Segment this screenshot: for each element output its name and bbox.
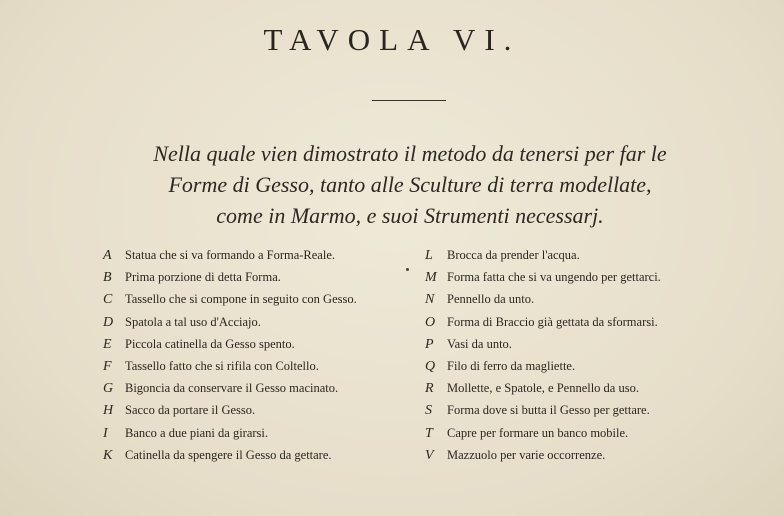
- legend-letter: G: [103, 381, 114, 397]
- legend-item: [103, 248, 403, 270]
- legend-letter: A: [103, 248, 112, 263]
- description-line-3: come in Marmo, e suoi Strumenti necessarj.: [216, 203, 604, 228]
- description-line-2: Forme di Gesso, tanto alle Sculture di terra modellate,: [168, 172, 652, 197]
- title-divider: [372, 100, 446, 101]
- legend-text: Statua che si va formando a Forma-Reale.: [125, 248, 335, 262]
- legend-text: Catinella da spengere il Gesso da gettare.: [125, 447, 332, 462]
- legend-text: Pennello da unto.: [447, 292, 535, 307]
- legend-letter: R: [425, 381, 434, 397]
- legend-item: [425, 248, 725, 270]
- legend-letter: Q: [425, 358, 436, 374]
- legend-text: Tassello fatto che si rifila con Coltello.: [125, 358, 319, 373]
- legend-item: [103, 426, 403, 448]
- legend-letter: M: [425, 270, 437, 286]
- legend-letter: L: [425, 248, 433, 263]
- legend-item: [103, 315, 403, 337]
- legend-item: [103, 359, 403, 381]
- legend-item: [425, 270, 725, 292]
- legend-text: Forma di Braccio già gettata da sformarsi.: [447, 314, 658, 329]
- legend-letter: I: [103, 425, 108, 441]
- legend-item: [425, 426, 725, 448]
- legend-item: [103, 292, 403, 314]
- legend-item: [103, 403, 403, 425]
- plate-title: TAVOLA VI.: [263, 22, 521, 57]
- ink-dot: [406, 268, 409, 271]
- legend-item: [425, 381, 725, 403]
- legend-text: Vasi da unto.: [447, 336, 512, 351]
- legend-text: Sacco da portare il Gesso.: [125, 403, 256, 418]
- legend-letter: D: [103, 314, 114, 330]
- description-line-1: Nella quale vien dimostrato il metodo da tenersi per far le: [153, 141, 667, 166]
- legend-left-column: [103, 248, 403, 470]
- legend-item: [103, 270, 403, 292]
- legend-text: Filo di ferro da magliette.: [447, 358, 576, 373]
- legend-text: Tassello che si compone in seguito con Gesso.: [125, 292, 357, 307]
- legend-text: Prima porzione di detta Forma.: [125, 270, 281, 285]
- legend-item: [425, 315, 725, 337]
- legend-item: [425, 337, 725, 359]
- legend-letter: F: [103, 358, 112, 374]
- legend-text: Piccola catinella da Gesso spento.: [125, 336, 295, 351]
- legend-item: [425, 448, 725, 470]
- legend-letter: N: [425, 292, 435, 308]
- legend-item: [103, 381, 403, 403]
- legend-item: [103, 448, 403, 470]
- legend-letter: C: [103, 292, 113, 308]
- legend-text: Brocca da prender l'acqua.: [447, 248, 580, 262]
- legend-right-column: [425, 248, 725, 470]
- legend-item: [103, 337, 403, 359]
- legend-letter: P: [425, 336, 434, 352]
- legend-letter: S: [425, 403, 432, 419]
- legend-letter: O: [425, 314, 436, 330]
- legend-text: Forma fatta che si va ungendo per gettarci.: [447, 270, 661, 285]
- legend-letter: B: [103, 270, 112, 286]
- legend-letter: T: [425, 425, 433, 441]
- legend-text: Capre per formare un banco mobile.: [447, 425, 629, 440]
- legend-letter: H: [103, 403, 114, 419]
- legend-letter: E: [103, 336, 112, 352]
- legend-letter: V: [425, 447, 434, 463]
- legend-item: [425, 292, 725, 314]
- legend-item: [425, 403, 725, 425]
- plate-description: [70, 138, 750, 231]
- legend-text: Mazzuolo per varie occorrenze.: [447, 447, 606, 462]
- legend-letter: K: [103, 447, 113, 463]
- legend-text: Spatola a tal uso d'Acciajo.: [125, 314, 261, 329]
- legend-text: Mollette, e Spatole, e Pennello da uso.: [447, 381, 639, 396]
- legend-text: Forma dove si butta il Gesso per gettare.: [447, 403, 650, 418]
- legend-text: Banco a due piani da girarsi.: [125, 425, 269, 440]
- legend-text: Bigoncia da conservare il Gesso macinato.: [125, 381, 339, 396]
- legend-item: [425, 359, 725, 381]
